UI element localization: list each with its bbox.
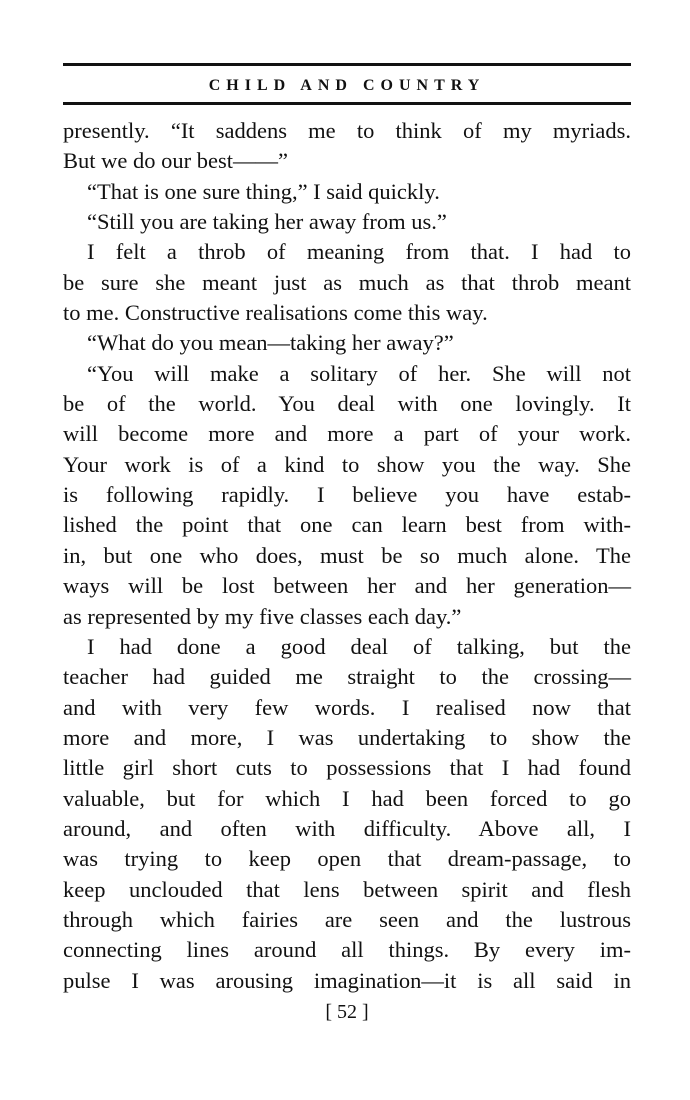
text-line: keep unclouded that lens between spirit and flesh xyxy=(63,876,631,902)
text-line: through which fairies are seen and the lustrous xyxy=(63,906,631,932)
text-line: more and more, I was undertaking to show the xyxy=(63,724,631,750)
text-line: presently. “It saddens me to think of my myriads. xyxy=(63,118,631,143)
text-line: “That is one sure thing,” I said quickly. xyxy=(87,178,440,204)
text-line: is following rapidly. I believe you have estab- xyxy=(63,482,631,508)
text-line: “Still you are taking her away from us.” xyxy=(87,209,447,235)
text-line: connecting lines around all things. By every im- xyxy=(63,937,631,963)
page-number: [ 52 ] xyxy=(325,1001,369,1023)
text-line: be of the world. You deal with one lovingly. It xyxy=(63,391,631,417)
body-text xyxy=(63,116,631,996)
text-line: I had done a good deal of talking, but the xyxy=(87,633,631,659)
text-line: and with very few words. I realised now that xyxy=(63,694,631,720)
text-line: will become more and more a part of your work. xyxy=(63,421,631,447)
book-page xyxy=(63,0,631,1100)
text-line: Your work is of a kind to show you the way. She xyxy=(63,451,631,477)
header-rule-top xyxy=(63,63,631,66)
text-line: was trying to keep open that dream-passage, to xyxy=(63,846,631,872)
text-line: to me. Constructive realisations come this way. xyxy=(63,300,488,326)
text-line: be sure she meant just as much as that throb meant xyxy=(63,269,631,295)
text-line: “You will make a solitary of her. She will not xyxy=(87,360,631,386)
text-line: in, but one who does, must be so much alone. The xyxy=(63,542,631,568)
text-line: lished the point that one can learn best from with- xyxy=(63,512,631,538)
text-line: around, and often with difficulty. Above all, I xyxy=(63,815,631,841)
text-line: teacher had guided me straight to the crossing— xyxy=(63,664,631,690)
text-line: I felt a throb of meaning from that. I had to xyxy=(87,239,631,265)
text-line: valuable, but for which I had been forced to go xyxy=(63,785,631,811)
text-line: as represented by my five classes each day.” xyxy=(63,603,462,629)
text-line: little girl short cuts to possessions that I had found xyxy=(63,755,631,781)
running-head: CHILD AND COUNTRY xyxy=(208,77,486,94)
text-line: pulse I was arousing imagination—it is all said in xyxy=(63,967,631,993)
text-line: But we do our best——” xyxy=(63,148,288,174)
header-rule-bottom xyxy=(63,102,631,105)
text-line: “What do you mean—taking her away?” xyxy=(87,330,454,356)
text-line: ways will be lost between her and her generation— xyxy=(63,573,631,599)
